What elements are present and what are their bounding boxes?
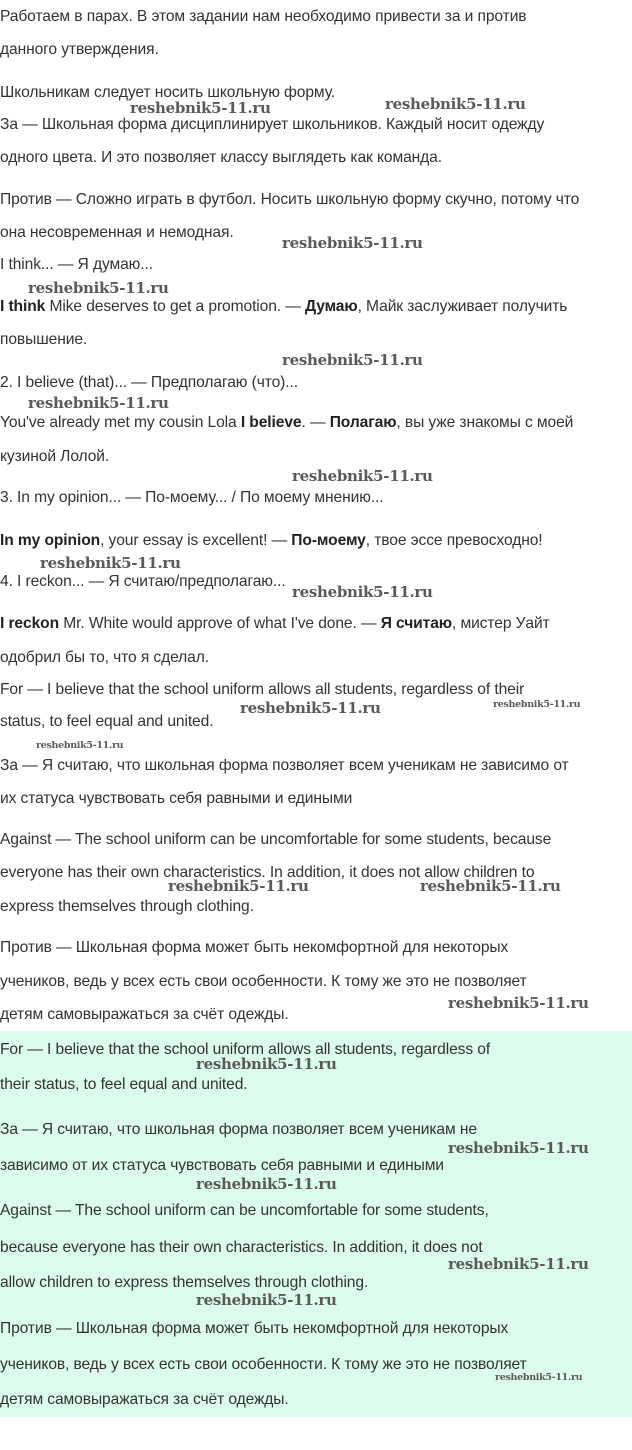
watermark: reshebnik5-11.ru (28, 394, 169, 412)
watermark: reshebnik5-11.ru (292, 583, 433, 601)
paragraph-line: Против — Школьная форма может быть некомфортной для некоторых (0, 939, 509, 956)
text: Mr. White would approve of what I've done. — (59, 615, 381, 632)
bold-phrase: I believe (240, 414, 302, 431)
answer-line: because everyone has their own characteristics. In addition, it does not (0, 1239, 483, 1256)
paragraph-line: кузиной Лолой. (0, 448, 110, 465)
watermark: reshebnik5-11.ru (282, 234, 423, 252)
paragraph-line: Против — Сложно играть в футбол. Носить школьную форму скучно, потому что (0, 191, 580, 208)
bold-phrase: I think (0, 298, 46, 315)
watermark: reshebnik5-11.ru (130, 99, 271, 117)
watermark: reshebnik5-11.ru (40, 554, 181, 572)
bold-phrase: По-моему (291, 532, 366, 549)
example-line (0, 413, 573, 433)
bold-phrase: Полагаю (329, 414, 397, 431)
bold-phrase: In my opinion (0, 532, 101, 549)
paragraph-line: учеников, ведь у всех есть свои особенности. К тому же это не позволяет (0, 973, 527, 990)
paragraph-line: повышение. (0, 331, 88, 348)
watermark: reshebnik5-11.ru (493, 699, 581, 710)
paragraph-line: Against — The school uniform can be uncomfortable for some students, because (0, 831, 552, 848)
text: , твое эссе превосходно! (365, 532, 543, 549)
answer-line: their status, to feel equal and united. (0, 1076, 248, 1093)
paragraph-line: status, to feel equal and united. (0, 713, 214, 730)
answer-line: детям самовыражаться за счёт одежды. (0, 1391, 289, 1408)
answer-line: зависимо от их статуса чувствовать себя равными и едиными (0, 1157, 444, 1174)
bold-phrase: I reckon (0, 615, 60, 632)
example-line (0, 297, 567, 317)
phrase-heading: 3. In my opinion... — По-моему... / По моему мнению... (0, 489, 384, 506)
text: , вы уже знакомы с моей (396, 414, 574, 431)
answer-line: За — Я считаю, что школьная форма позволяет всем ученикам не (0, 1121, 477, 1138)
answer-line: For — I believe that the school uniform allows all students, regardless of (0, 1041, 491, 1058)
text: , мистер Уайт (451, 615, 550, 632)
watermark: reshebnik5-11.ru (196, 1291, 337, 1309)
paragraph-line: детям самовыражаться за счёт одежды. (0, 1006, 289, 1023)
watermark: reshebnik5-11.ru (36, 740, 124, 751)
watermark: reshebnik5-11.ru (495, 1372, 583, 1383)
bold-phrase: Думаю (305, 298, 358, 315)
phrase-heading: I think... — Я думаю... (0, 256, 153, 273)
watermark: reshebnik5-11.ru (385, 95, 526, 113)
paragraph-line: За — Я считаю, что школьная форма позволяет всем ученикам не зависимо от (0, 757, 569, 774)
example-line (0, 614, 550, 634)
watermark: reshebnik5-11.ru (448, 1255, 589, 1273)
phrase-heading: 4. I reckon... — Я считаю/предполагаю... (0, 573, 286, 590)
answer-line: allow children to express themselves through clothing. (0, 1274, 369, 1291)
statement: Школьникам следует носить школьную форму. (0, 84, 336, 101)
text: , your essay is excellent! — (100, 532, 292, 549)
text: Mike deserves to get a promotion. — (45, 298, 305, 315)
text: . — (301, 414, 330, 431)
intro-text: Работаем в парах. В этом задании нам необходимо привести за и против (0, 8, 527, 25)
intro-text: данного утверждения. (0, 41, 159, 58)
watermark: reshebnik5-11.ru (282, 351, 423, 369)
watermark: reshebnik5-11.ru (448, 1139, 589, 1157)
example-line (0, 531, 543, 551)
paragraph-line: она несовременная и немодная. (0, 224, 234, 241)
text: , Майк заслуживает получить (357, 298, 568, 315)
watermark: reshebnik5-11.ru (420, 877, 561, 895)
text: You've already met my cousin Lola (0, 414, 241, 431)
paragraph-line: express themselves through clothing. (0, 898, 254, 915)
paragraph-line: одобрил бы то, что я сделал. (0, 649, 209, 666)
paragraph-line: За — Школьная форма дисциплинирует школьников. Каждый носит одежду (0, 116, 545, 133)
bold-phrase: Я считаю (380, 615, 452, 632)
paragraph-line: everyone has their own characteristics. In addition, it does not allow children to (0, 864, 535, 881)
paragraph-line: одного цвета. И это позволяет классу выглядеть как команда. (0, 149, 442, 166)
watermark: reshebnik5-11.ru (168, 877, 309, 895)
paragraph-line: For — I believe that the school uniform allows all students, regardless of their (0, 681, 525, 698)
phrase-heading: 2. I believe (that)... — Предполагаю (что)... (0, 374, 298, 391)
answer-line: учеников, ведь у всех есть свои особенности. К тому же это не позволяет (0, 1356, 527, 1373)
watermark: reshebnik5-11.ru (240, 699, 381, 717)
watermark: reshebnik5-11.ru (196, 1175, 337, 1193)
paragraph-line: их статуса чувствовать себя равными и едиными (0, 790, 353, 807)
answer-line: Against — The school uniform can be uncomfortable for some students, (0, 1202, 489, 1219)
watermark: reshebnik5-11.ru (448, 994, 589, 1012)
answer-line: Против — Школьная форма может быть некомфортной для некоторых (0, 1320, 509, 1337)
watermark: reshebnik5-11.ru (292, 467, 433, 485)
watermark: reshebnik5-11.ru (196, 1055, 337, 1073)
watermark: reshebnik5-11.ru (28, 279, 169, 297)
